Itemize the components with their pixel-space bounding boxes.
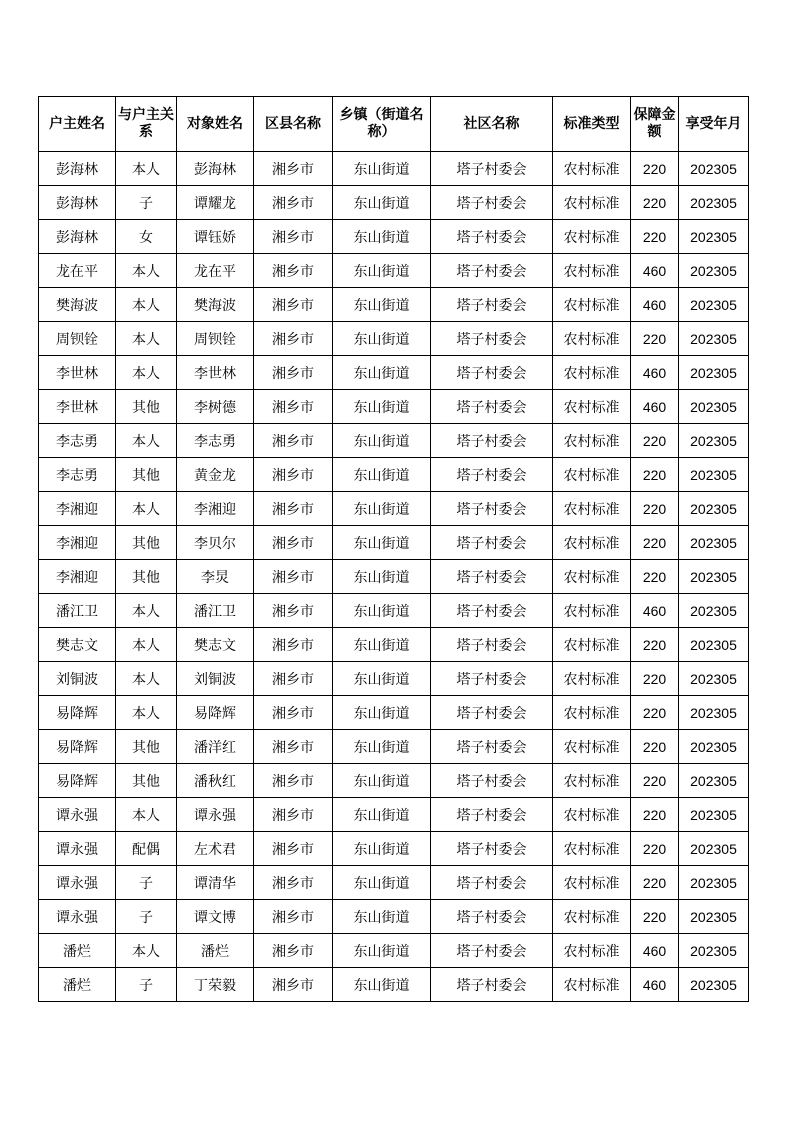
month-cell: 202305 — [679, 152, 749, 186]
relationship-cell: 其他 — [116, 730, 177, 764]
amount-cell: 220 — [631, 696, 679, 730]
standard-type-cell: 农村标准 — [553, 288, 631, 322]
table-row — [39, 390, 749, 424]
county-cell: 湘乡市 — [254, 220, 333, 254]
recipient-name-cell: 潘江卫 — [177, 594, 254, 628]
table-row — [39, 798, 749, 832]
community-cell: 塔子村委会 — [431, 322, 553, 356]
township-cell: 东山街道 — [333, 186, 431, 220]
household-head-cell: 彭海林 — [39, 152, 116, 186]
amount-cell: 460 — [631, 254, 679, 288]
township-cell: 东山街道 — [333, 594, 431, 628]
community-cell: 塔子村委会 — [431, 390, 553, 424]
household-head-cell: 李志勇 — [39, 424, 116, 458]
household-head-cell: 潘烂 — [39, 934, 116, 968]
township-cell: 东山街道 — [333, 560, 431, 594]
county-cell: 湘乡市 — [254, 798, 333, 832]
county-cell: 湘乡市 — [254, 322, 333, 356]
recipient-name-cell: 潘烂 — [177, 934, 254, 968]
community-cell: 塔子村委会 — [431, 254, 553, 288]
township-cell: 东山街道 — [333, 934, 431, 968]
relationship-cell: 本人 — [116, 152, 177, 186]
month-cell: 202305 — [679, 798, 749, 832]
table-row — [39, 968, 749, 1002]
township-cell: 东山街道 — [333, 526, 431, 560]
month-cell: 202305 — [679, 458, 749, 492]
month-cell: 202305 — [679, 934, 749, 968]
county-cell: 湘乡市 — [254, 594, 333, 628]
relationship-cell: 其他 — [116, 764, 177, 798]
township-cell: 东山街道 — [333, 390, 431, 424]
township-cell: 东山街道 — [333, 968, 431, 1002]
community-cell: 塔子村委会 — [431, 832, 553, 866]
table-row — [39, 254, 749, 288]
household-head-cell: 李世林 — [39, 356, 116, 390]
table-row — [39, 152, 749, 186]
table-row — [39, 832, 749, 866]
col-header-household-head: 户主姓名 — [39, 97, 116, 152]
township-cell: 东山街道 — [333, 730, 431, 764]
month-cell: 202305 — [679, 390, 749, 424]
table-row — [39, 662, 749, 696]
amount-cell: 460 — [631, 356, 679, 390]
recipient-name-cell: 樊志文 — [177, 628, 254, 662]
standard-type-cell: 农村标准 — [553, 696, 631, 730]
benefit-roster-table — [38, 96, 749, 1002]
household-head-cell: 李世林 — [39, 390, 116, 424]
amount-cell: 220 — [631, 628, 679, 662]
relationship-cell: 子 — [116, 968, 177, 1002]
table-row — [39, 628, 749, 662]
relationship-cell: 本人 — [116, 696, 177, 730]
month-cell: 202305 — [679, 968, 749, 1002]
recipient-name-cell: 潘洋红 — [177, 730, 254, 764]
community-cell: 塔子村委会 — [431, 968, 553, 1002]
amount-cell: 220 — [631, 492, 679, 526]
relationship-cell: 其他 — [116, 390, 177, 424]
household-head-cell: 谭永强 — [39, 900, 116, 934]
community-cell: 塔子村委会 — [431, 900, 553, 934]
standard-type-cell: 农村标准 — [553, 356, 631, 390]
relationship-cell: 本人 — [116, 254, 177, 288]
recipient-name-cell: 李湘迎 — [177, 492, 254, 526]
township-cell: 东山街道 — [333, 492, 431, 526]
standard-type-cell: 农村标准 — [553, 186, 631, 220]
standard-type-cell: 农村标准 — [553, 560, 631, 594]
amount-cell: 460 — [631, 288, 679, 322]
amount-cell: 220 — [631, 526, 679, 560]
month-cell: 202305 — [679, 764, 749, 798]
township-cell: 东山街道 — [333, 866, 431, 900]
household-head-cell: 易降辉 — [39, 730, 116, 764]
community-cell: 塔子村委会 — [431, 934, 553, 968]
amount-cell: 460 — [631, 934, 679, 968]
col-header-month: 享受年月 — [679, 97, 749, 152]
relationship-cell: 本人 — [116, 594, 177, 628]
amount-cell: 460 — [631, 594, 679, 628]
table-row — [39, 356, 749, 390]
standard-type-cell: 农村标准 — [553, 322, 631, 356]
county-cell: 湘乡市 — [254, 662, 333, 696]
amount-cell: 220 — [631, 322, 679, 356]
relationship-cell: 其他 — [116, 560, 177, 594]
county-cell: 湘乡市 — [254, 356, 333, 390]
month-cell: 202305 — [679, 560, 749, 594]
table-row — [39, 900, 749, 934]
col-header-recipient-name: 对象姓名 — [177, 97, 254, 152]
household-head-cell: 彭海林 — [39, 186, 116, 220]
amount-cell: 220 — [631, 866, 679, 900]
community-cell: 塔子村委会 — [431, 628, 553, 662]
recipient-name-cell: 黄金龙 — [177, 458, 254, 492]
relationship-cell: 子 — [116, 866, 177, 900]
recipient-name-cell: 李志勇 — [177, 424, 254, 458]
month-cell: 202305 — [679, 866, 749, 900]
month-cell: 202305 — [679, 492, 749, 526]
relationship-cell: 本人 — [116, 628, 177, 662]
township-cell: 东山街道 — [333, 900, 431, 934]
county-cell: 湘乡市 — [254, 492, 333, 526]
township-cell: 东山街道 — [333, 322, 431, 356]
relationship-cell: 本人 — [116, 288, 177, 322]
table-row — [39, 866, 749, 900]
recipient-name-cell: 左术君 — [177, 832, 254, 866]
household-head-cell: 刘铜波 — [39, 662, 116, 696]
county-cell: 湘乡市 — [254, 254, 333, 288]
amount-cell: 220 — [631, 730, 679, 764]
month-cell: 202305 — [679, 662, 749, 696]
county-cell: 湘乡市 — [254, 288, 333, 322]
recipient-name-cell: 李世林 — [177, 356, 254, 390]
standard-type-cell: 农村标准 — [553, 220, 631, 254]
county-cell: 湘乡市 — [254, 832, 333, 866]
county-cell: 湘乡市 — [254, 424, 333, 458]
relationship-cell: 子 — [116, 186, 177, 220]
recipient-name-cell: 樊海波 — [177, 288, 254, 322]
amount-cell: 220 — [631, 424, 679, 458]
community-cell: 塔子村委会 — [431, 594, 553, 628]
community-cell: 塔子村委会 — [431, 662, 553, 696]
standard-type-cell: 农村标准 — [553, 900, 631, 934]
recipient-name-cell: 谭永强 — [177, 798, 254, 832]
month-cell: 202305 — [679, 186, 749, 220]
standard-type-cell: 农村标准 — [553, 254, 631, 288]
county-cell: 湘乡市 — [254, 764, 333, 798]
header-row — [39, 97, 749, 152]
table-row — [39, 458, 749, 492]
county-cell: 湘乡市 — [254, 696, 333, 730]
table-row — [39, 594, 749, 628]
relationship-cell: 本人 — [116, 322, 177, 356]
table-row — [39, 560, 749, 594]
household-head-cell: 易降辉 — [39, 764, 116, 798]
community-cell: 塔子村委会 — [431, 764, 553, 798]
community-cell: 塔子村委会 — [431, 220, 553, 254]
recipient-name-cell: 谭钰娇 — [177, 220, 254, 254]
household-head-cell: 李湘迎 — [39, 560, 116, 594]
county-cell: 湘乡市 — [254, 628, 333, 662]
recipient-name-cell: 谭清华 — [177, 866, 254, 900]
community-cell: 塔子村委会 — [431, 798, 553, 832]
standard-type-cell: 农村标准 — [553, 968, 631, 1002]
col-header-relationship: 与户主关系 — [116, 97, 177, 152]
standard-type-cell: 农村标准 — [553, 152, 631, 186]
county-cell: 湘乡市 — [254, 560, 333, 594]
community-cell: 塔子村委会 — [431, 356, 553, 390]
month-cell: 202305 — [679, 730, 749, 764]
township-cell: 东山街道 — [333, 458, 431, 492]
amount-cell: 220 — [631, 220, 679, 254]
household-head-cell: 周钡铨 — [39, 322, 116, 356]
amount-cell: 220 — [631, 662, 679, 696]
recipient-name-cell: 李贝尔 — [177, 526, 254, 560]
relationship-cell: 子 — [116, 900, 177, 934]
township-cell: 东山街道 — [333, 798, 431, 832]
household-head-cell: 龙在平 — [39, 254, 116, 288]
standard-type-cell: 农村标准 — [553, 390, 631, 424]
amount-cell: 220 — [631, 900, 679, 934]
township-cell: 东山街道 — [333, 696, 431, 730]
relationship-cell: 其他 — [116, 458, 177, 492]
amount-cell: 220 — [631, 798, 679, 832]
household-head-cell: 谭永强 — [39, 832, 116, 866]
standard-type-cell: 农村标准 — [553, 458, 631, 492]
township-cell: 东山街道 — [333, 152, 431, 186]
recipient-name-cell: 李树德 — [177, 390, 254, 424]
table-row — [39, 220, 749, 254]
relationship-cell: 本人 — [116, 424, 177, 458]
community-cell: 塔子村委会 — [431, 458, 553, 492]
standard-type-cell: 农村标准 — [553, 492, 631, 526]
month-cell: 202305 — [679, 288, 749, 322]
county-cell: 湘乡市 — [254, 152, 333, 186]
household-head-cell: 谭永强 — [39, 866, 116, 900]
amount-cell: 220 — [631, 152, 679, 186]
standard-type-cell: 农村标准 — [553, 832, 631, 866]
amount-cell: 220 — [631, 458, 679, 492]
standard-type-cell: 农村标准 — [553, 934, 631, 968]
household-head-cell: 李志勇 — [39, 458, 116, 492]
amount-cell: 460 — [631, 390, 679, 424]
amount-cell: 460 — [631, 968, 679, 1002]
standard-type-cell: 农村标准 — [553, 628, 631, 662]
month-cell: 202305 — [679, 254, 749, 288]
household-head-cell: 彭海林 — [39, 220, 116, 254]
county-cell: 湘乡市 — [254, 458, 333, 492]
table-row — [39, 696, 749, 730]
standard-type-cell: 农村标准 — [553, 424, 631, 458]
table-row — [39, 288, 749, 322]
month-cell: 202305 — [679, 900, 749, 934]
col-header-amount: 保障金额 — [631, 97, 679, 152]
county-cell: 湘乡市 — [254, 900, 333, 934]
township-cell: 东山街道 — [333, 832, 431, 866]
county-cell: 湘乡市 — [254, 866, 333, 900]
table-row — [39, 526, 749, 560]
amount-cell: 220 — [631, 560, 679, 594]
relationship-cell: 本人 — [116, 492, 177, 526]
standard-type-cell: 农村标准 — [553, 730, 631, 764]
township-cell: 东山街道 — [333, 424, 431, 458]
recipient-name-cell: 彭海林 — [177, 152, 254, 186]
col-header-county: 区县名称 — [254, 97, 333, 152]
col-header-community: 社区名称 — [431, 97, 553, 152]
recipient-name-cell: 周钡铨 — [177, 322, 254, 356]
recipient-name-cell: 谭文博 — [177, 900, 254, 934]
relationship-cell: 本人 — [116, 356, 177, 390]
community-cell: 塔子村委会 — [431, 424, 553, 458]
relationship-cell: 其他 — [116, 526, 177, 560]
township-cell: 东山街道 — [333, 764, 431, 798]
month-cell: 202305 — [679, 220, 749, 254]
col-header-standard-type: 标准类型 — [553, 97, 631, 152]
household-head-cell: 李湘迎 — [39, 492, 116, 526]
table-row — [39, 764, 749, 798]
relationship-cell: 配偶 — [116, 832, 177, 866]
community-cell: 塔子村委会 — [431, 492, 553, 526]
standard-type-cell: 农村标准 — [553, 662, 631, 696]
county-cell: 湘乡市 — [254, 186, 333, 220]
table-row — [39, 730, 749, 764]
month-cell: 202305 — [679, 526, 749, 560]
community-cell: 塔子村委会 — [431, 288, 553, 322]
household-head-cell: 谭永强 — [39, 798, 116, 832]
recipient-name-cell: 李炅 — [177, 560, 254, 594]
standard-type-cell: 农村标准 — [553, 798, 631, 832]
table-row — [39, 322, 749, 356]
table-row — [39, 492, 749, 526]
standard-type-cell: 农村标准 — [553, 526, 631, 560]
county-cell: 湘乡市 — [254, 390, 333, 424]
relationship-cell: 本人 — [116, 662, 177, 696]
recipient-name-cell: 龙在平 — [177, 254, 254, 288]
community-cell: 塔子村委会 — [431, 866, 553, 900]
col-header-township: 乡镇（街道名称） — [333, 97, 431, 152]
recipient-name-cell: 刘铜波 — [177, 662, 254, 696]
county-cell: 湘乡市 — [254, 934, 333, 968]
amount-cell: 220 — [631, 764, 679, 798]
relationship-cell: 女 — [116, 220, 177, 254]
standard-type-cell: 农村标准 — [553, 764, 631, 798]
county-cell: 湘乡市 — [254, 526, 333, 560]
county-cell: 湘乡市 — [254, 730, 333, 764]
community-cell: 塔子村委会 — [431, 560, 553, 594]
township-cell: 东山街道 — [333, 288, 431, 322]
relationship-cell: 本人 — [116, 934, 177, 968]
township-cell: 东山街道 — [333, 356, 431, 390]
community-cell: 塔子村委会 — [431, 696, 553, 730]
month-cell: 202305 — [679, 594, 749, 628]
community-cell: 塔子村委会 — [431, 526, 553, 560]
recipient-name-cell: 丁荣毅 — [177, 968, 254, 1002]
amount-cell: 220 — [631, 186, 679, 220]
month-cell: 202305 — [679, 424, 749, 458]
household-head-cell: 潘烂 — [39, 968, 116, 1002]
table-row — [39, 424, 749, 458]
relationship-cell: 本人 — [116, 798, 177, 832]
recipient-name-cell: 谭耀龙 — [177, 186, 254, 220]
month-cell: 202305 — [679, 628, 749, 662]
recipient-name-cell: 潘秋红 — [177, 764, 254, 798]
household-head-cell: 樊海波 — [39, 288, 116, 322]
township-cell: 东山街道 — [333, 628, 431, 662]
community-cell: 塔子村委会 — [431, 152, 553, 186]
recipient-name-cell: 易降辉 — [177, 696, 254, 730]
township-cell: 东山街道 — [333, 254, 431, 288]
county-cell: 湘乡市 — [254, 968, 333, 1002]
month-cell: 202305 — [679, 356, 749, 390]
township-cell: 东山街道 — [333, 662, 431, 696]
month-cell: 202305 — [679, 832, 749, 866]
amount-cell: 220 — [631, 832, 679, 866]
household-head-cell: 李湘迎 — [39, 526, 116, 560]
standard-type-cell: 农村标准 — [553, 866, 631, 900]
table-row — [39, 186, 749, 220]
community-cell: 塔子村委会 — [431, 730, 553, 764]
month-cell: 202305 — [679, 696, 749, 730]
township-cell: 东山街道 — [333, 220, 431, 254]
household-head-cell: 易降辉 — [39, 696, 116, 730]
standard-type-cell: 农村标准 — [553, 594, 631, 628]
month-cell: 202305 — [679, 322, 749, 356]
household-head-cell: 樊志文 — [39, 628, 116, 662]
household-head-cell: 潘江卫 — [39, 594, 116, 628]
table-row — [39, 934, 749, 968]
community-cell: 塔子村委会 — [431, 186, 553, 220]
